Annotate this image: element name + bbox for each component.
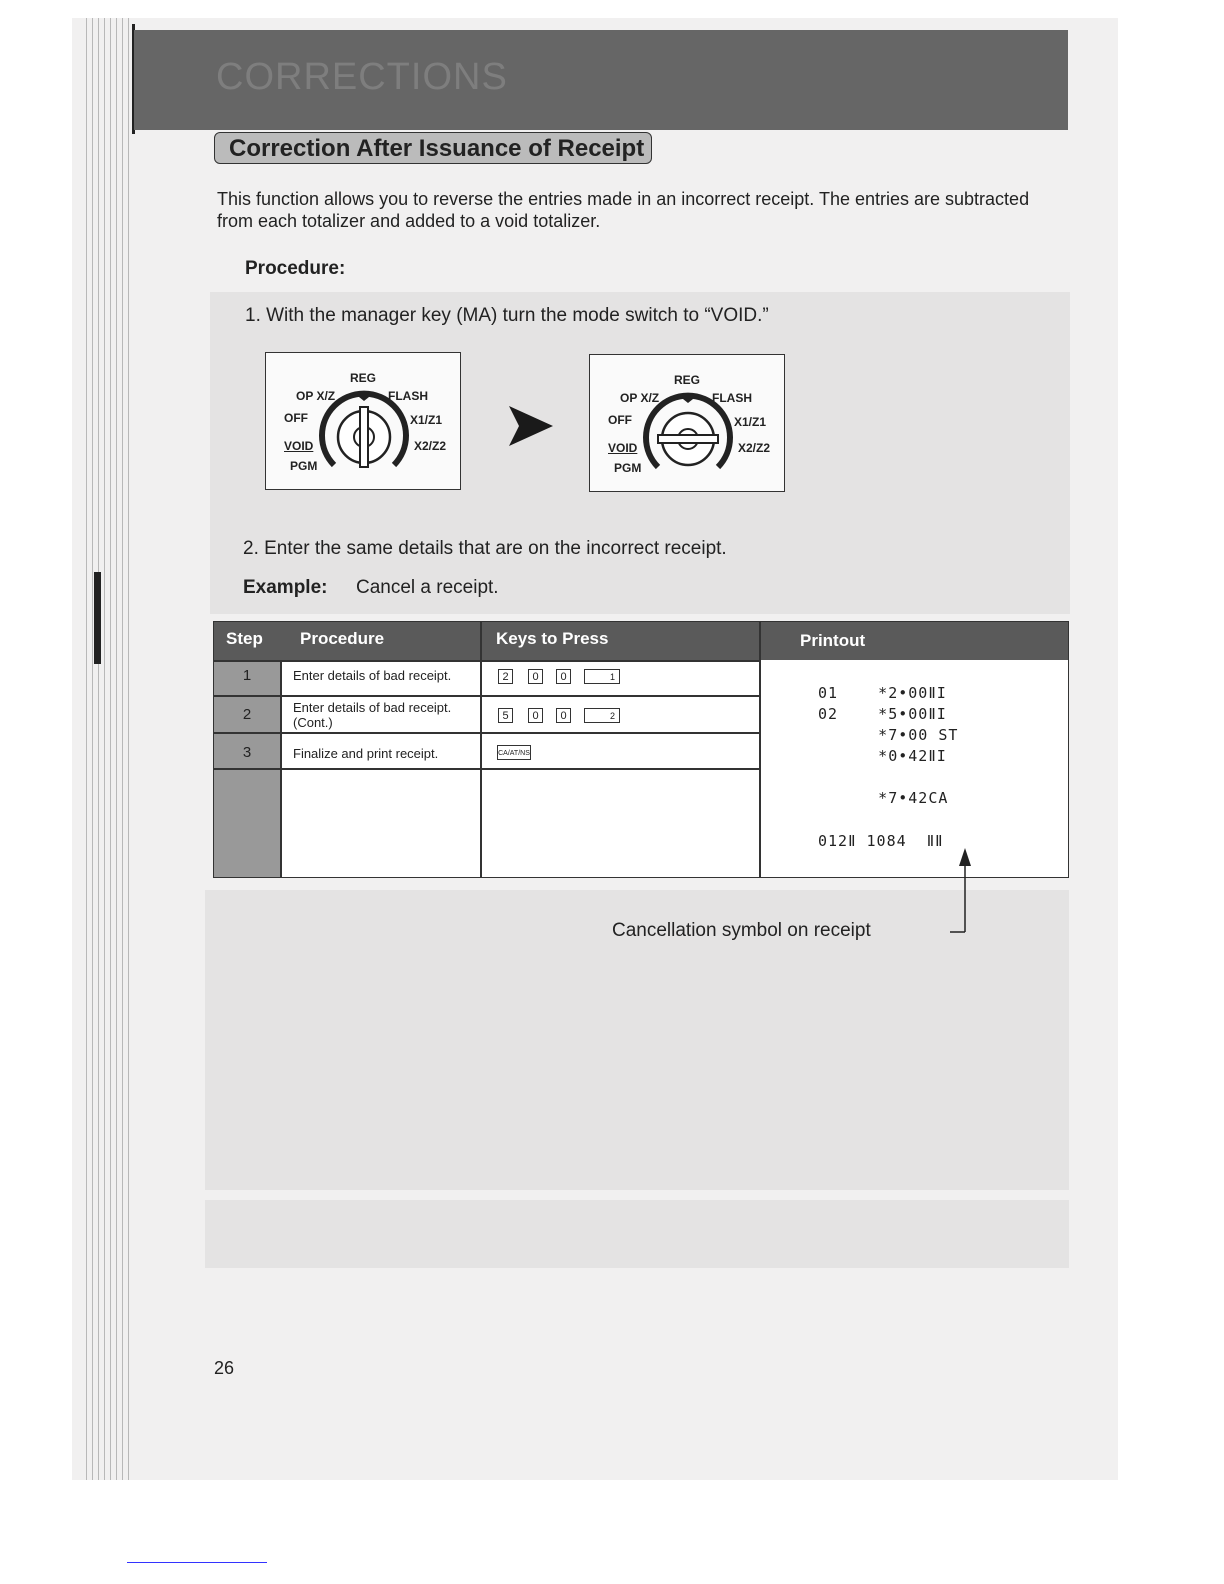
switch-label-opxz: OP X/Z xyxy=(296,389,336,403)
page-number: 26 xyxy=(214,1358,235,1378)
switch-label-x1z1: X1/Z1 xyxy=(734,415,767,429)
col-header-printout: Printout xyxy=(760,622,1068,660)
step-number: 3 xyxy=(242,744,252,761)
intro-paragraph: This function allows you to reverse the entries made in an incorrect receipt. The entries are subtracted from each totalizer and added to a void totalizer. xyxy=(217,189,1030,231)
switch-label-x2z2: X2/Z2 xyxy=(738,441,771,455)
example-text: Cancel a receipt. xyxy=(356,577,499,598)
printout-line: *0•42ⅡI xyxy=(818,747,947,765)
key-2: 2 xyxy=(498,669,513,684)
dept-key-2: 2 xyxy=(584,708,620,723)
mode-switch-before xyxy=(265,352,461,490)
col-header-step: Step xyxy=(214,622,280,660)
switch-label-flash: FLASH xyxy=(388,389,428,403)
switch-label-flash: FLASH xyxy=(712,391,752,405)
switch-label-pgm: PGM xyxy=(614,461,642,475)
printout-line: *7•42CA xyxy=(818,789,949,807)
procedure-label: Procedure: xyxy=(245,258,346,279)
switch-label-x1z1: X1/Z1 xyxy=(410,413,443,427)
switch-label-opxz: OP X/Z xyxy=(620,391,660,405)
footer-line xyxy=(127,1562,267,1563)
switch-label-x2z2: X2/Z2 xyxy=(414,439,447,453)
mode-switch-after xyxy=(589,354,785,492)
page-edge-bar xyxy=(94,572,101,664)
dept-key-1: 1 xyxy=(584,669,620,684)
page-heading: Correction After Issuance of Receipt xyxy=(214,132,652,164)
key-5: 5 xyxy=(498,708,513,723)
switch-label-void: VOID xyxy=(284,439,314,453)
switch-label-void: VOID xyxy=(608,441,638,455)
bleed-through-table xyxy=(205,1200,1069,1268)
step-number: 1 xyxy=(242,667,252,684)
col-header-procedure: Procedure xyxy=(280,622,480,660)
procedure-cell: Enter details of bad receipt. (Cont.) xyxy=(293,700,452,730)
printout-line: 02 *5•00ⅡI xyxy=(818,705,947,723)
switch-label-reg: REG xyxy=(674,373,701,387)
switch-label-off: OFF xyxy=(284,411,308,425)
callout-arrow-icon xyxy=(950,848,980,938)
col-header-keys: Keys to Press xyxy=(480,622,760,660)
cancellation-caption: Cancellation symbol on receipt xyxy=(612,920,871,941)
step-two-text: 2. Enter the same details that are on the incorrect receipt. xyxy=(243,538,727,559)
procedure-cell: Enter details of bad receipt. xyxy=(293,668,452,683)
switch-label-pgm: PGM xyxy=(290,459,318,473)
printout-line: 012Ⅱ 1084 ⅡⅡ xyxy=(818,832,944,850)
printout-line: 01 *2•00ⅡI xyxy=(818,684,947,702)
key-0: 0 xyxy=(556,708,571,723)
section-title: CORRECTIONS xyxy=(216,56,508,98)
example-label: Example: xyxy=(243,577,328,598)
switch-label-reg: REG xyxy=(350,371,377,385)
key-0: 0 xyxy=(556,669,571,684)
key-0: 0 xyxy=(528,708,543,723)
procedure-table xyxy=(213,621,1069,878)
example-line xyxy=(243,577,499,599)
key-0: 0 xyxy=(528,669,543,684)
printout-line: *7•00 ST xyxy=(818,726,959,744)
procedure-cell: Finalize and print receipt. xyxy=(293,746,439,761)
step-one-text: 1. With the manager key (MA) turn the mode switch to “VOID.” xyxy=(245,305,769,326)
page-edges xyxy=(72,18,142,1480)
ca-at-ns-key: CA/AT/NS xyxy=(497,745,531,760)
arrow-right-icon xyxy=(507,402,555,450)
step-number: 2 xyxy=(242,706,252,723)
switch-label-off: OFF xyxy=(608,413,632,427)
